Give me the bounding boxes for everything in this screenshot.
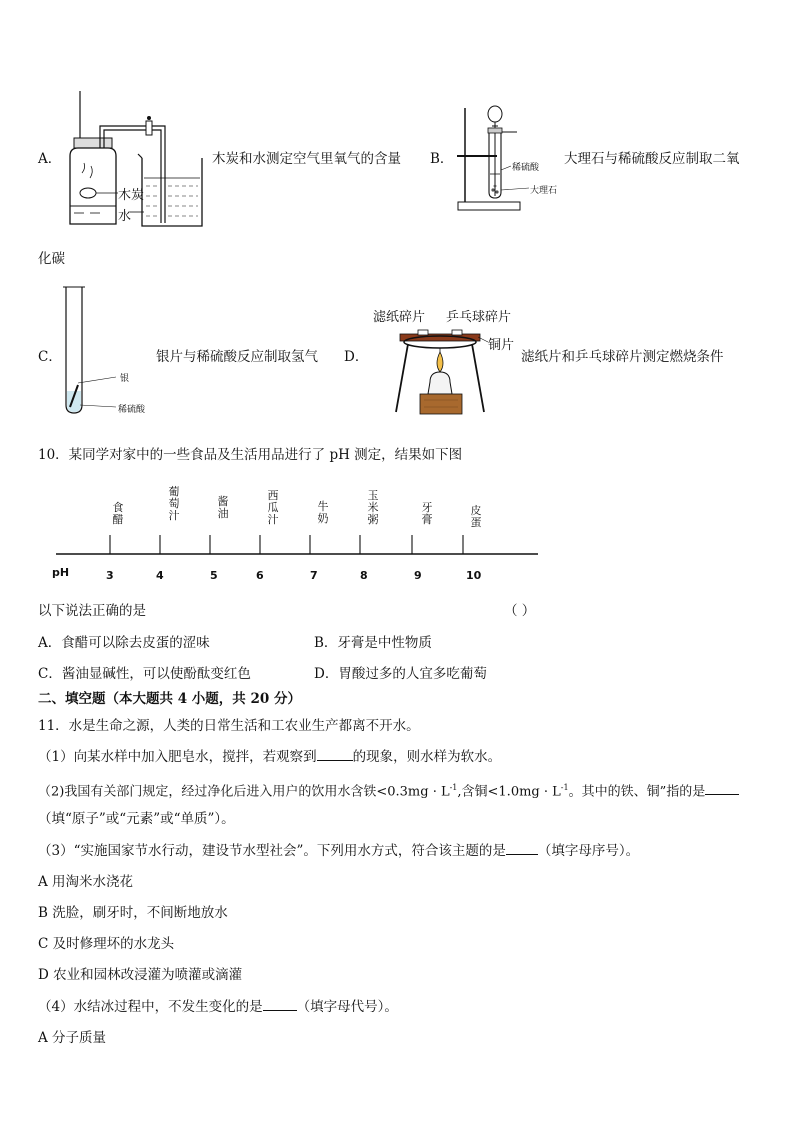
label-dilute-acid-b: 稀硫酸: [512, 163, 540, 173]
ph-value: 10: [466, 569, 482, 582]
option-d-text: 滤纸片和乒乓球碎片测定燃烧条件: [521, 349, 724, 365]
q11-part4: [38, 998, 398, 1016]
q11-part2: [38, 779, 739, 801]
label-copper: 铜片: [488, 338, 515, 353]
q11-part4-text-a: （4）水结冰过程中，不发生变化的是: [38, 999, 263, 1015]
q11-part2-cont: （填“原子”或“元素”或“单质”）。: [38, 811, 235, 827]
q11-part1-text-a: （1）向某水样中加入肥皂水，搅拌，若观察到: [38, 749, 317, 765]
q11-part3: [38, 842, 639, 860]
ph-item-name: 玉米粥: [367, 489, 379, 526]
q10-stem: 10．某同学对家中的一些食品及生活用品进行了 pH 测定，结果如下图: [38, 447, 463, 463]
ph-axis-label: pH: [52, 566, 70, 579]
q11-part3-option-c: C 及时修理坏的水龙头: [38, 936, 175, 952]
q11-part4-option-a: A 分子质量: [38, 1030, 107, 1046]
answer-blank[interactable]: [263, 998, 297, 1011]
section-heading: 二、填空题（本大题共 4 小题，共 20 分）: [38, 691, 301, 707]
q11-part2-text-c: 。其中的铁、铜”指的是: [568, 784, 706, 800]
ph-value: 6: [256, 569, 264, 582]
label-water: 水: [118, 209, 132, 224]
q11-part2-text-a: （2)我国有关部门规定，经过净化后进入用户的饮用水含铁<0.3mg · L: [38, 784, 450, 800]
ph-item-name: 食醋: [112, 501, 124, 526]
q11-part3-option-d: D 农业和园林改浸灌为喷灌或滴灌: [38, 967, 243, 983]
label-charcoal: 木炭: [118, 188, 145, 203]
label-dilute-acid-c: 稀硫酸: [118, 405, 146, 415]
option-b-text: 大理石与稀硫酸反应制取二氧: [564, 151, 740, 167]
ph-item-name: 葡萄汁: [168, 485, 180, 522]
answer-blank[interactable]: [506, 842, 538, 855]
q11-part3-option-b: B 洗脸，刷牙时，不间断地放水: [38, 905, 228, 921]
q11-part1-text-b: 的现象，则水样为软水。: [352, 749, 502, 765]
ph-value: 4: [156, 569, 164, 582]
option-a-letter: A．: [38, 151, 62, 167]
ph-item-name: 酱油: [217, 495, 229, 520]
superscript: -1: [449, 783, 458, 792]
superscript: -1: [560, 783, 569, 792]
ph-item-name: 皮蛋: [470, 504, 482, 529]
ph-value: 8: [360, 569, 368, 582]
option-b-letter: B．: [430, 151, 454, 167]
q11-part3-option-a: A 用淘米水浇花: [38, 874, 134, 890]
ph-item-name: 牛奶: [317, 500, 329, 525]
option-c-letter: C．: [38, 349, 62, 365]
q11-stem: 11．水是生命之源，人类的日常生活和工农业生产都离不开水。: [38, 718, 420, 734]
ph-value: 3: [106, 569, 114, 582]
ph-item-name: 牙膏: [421, 501, 433, 526]
q11-part1: [38, 748, 501, 766]
label-pingpong: 乒乓球碎片: [446, 310, 512, 325]
q10-question: 以下说法正确的是: [38, 603, 146, 619]
q10-option-a: A．食醋可以除去皮蛋的涩味: [38, 635, 210, 651]
answer-blank[interactable]: [317, 748, 353, 761]
q11-part4-text-b: （填字母代号）。: [296, 999, 398, 1015]
option-d-letter: D．: [344, 349, 369, 365]
answer-blank[interactable]: [705, 782, 739, 795]
ph-value: 5: [210, 569, 218, 582]
label-marble: 大理石: [530, 186, 558, 196]
q11-part2-text-b: ,含铜<1.0mg · L: [457, 784, 561, 800]
label-silver: 银: [120, 374, 130, 384]
option-a-text: 木炭和水测定空气里氧气的含量: [212, 151, 401, 167]
q10-option-c: C．酱油显碱性，可以使酚酞变红色: [38, 666, 251, 682]
q10-option-b: B．牙膏是中性物质: [314, 635, 432, 651]
q11-part3-text-a: （3）“实施国家节水行动，建设节水型社会”。下列用水方式，符合该主题的是: [38, 843, 506, 859]
ph-value: 9: [414, 569, 422, 582]
q11-part3-text-b: （填字母序号）。: [537, 843, 640, 859]
q10-option-d: D．胃酸过多的人宜多吃葡萄: [314, 666, 487, 682]
q10-answer-paren: （ ）: [504, 603, 536, 619]
option-b-text-cont: 化碳: [38, 251, 65, 267]
ph-item-name: 西瓜汁: [267, 489, 279, 526]
option-c-text: 银片与稀硫酸反应制取氢气: [156, 349, 318, 365]
ph-value: 7: [310, 569, 318, 582]
label-filter-paper: 滤纸碎片: [373, 310, 426, 325]
